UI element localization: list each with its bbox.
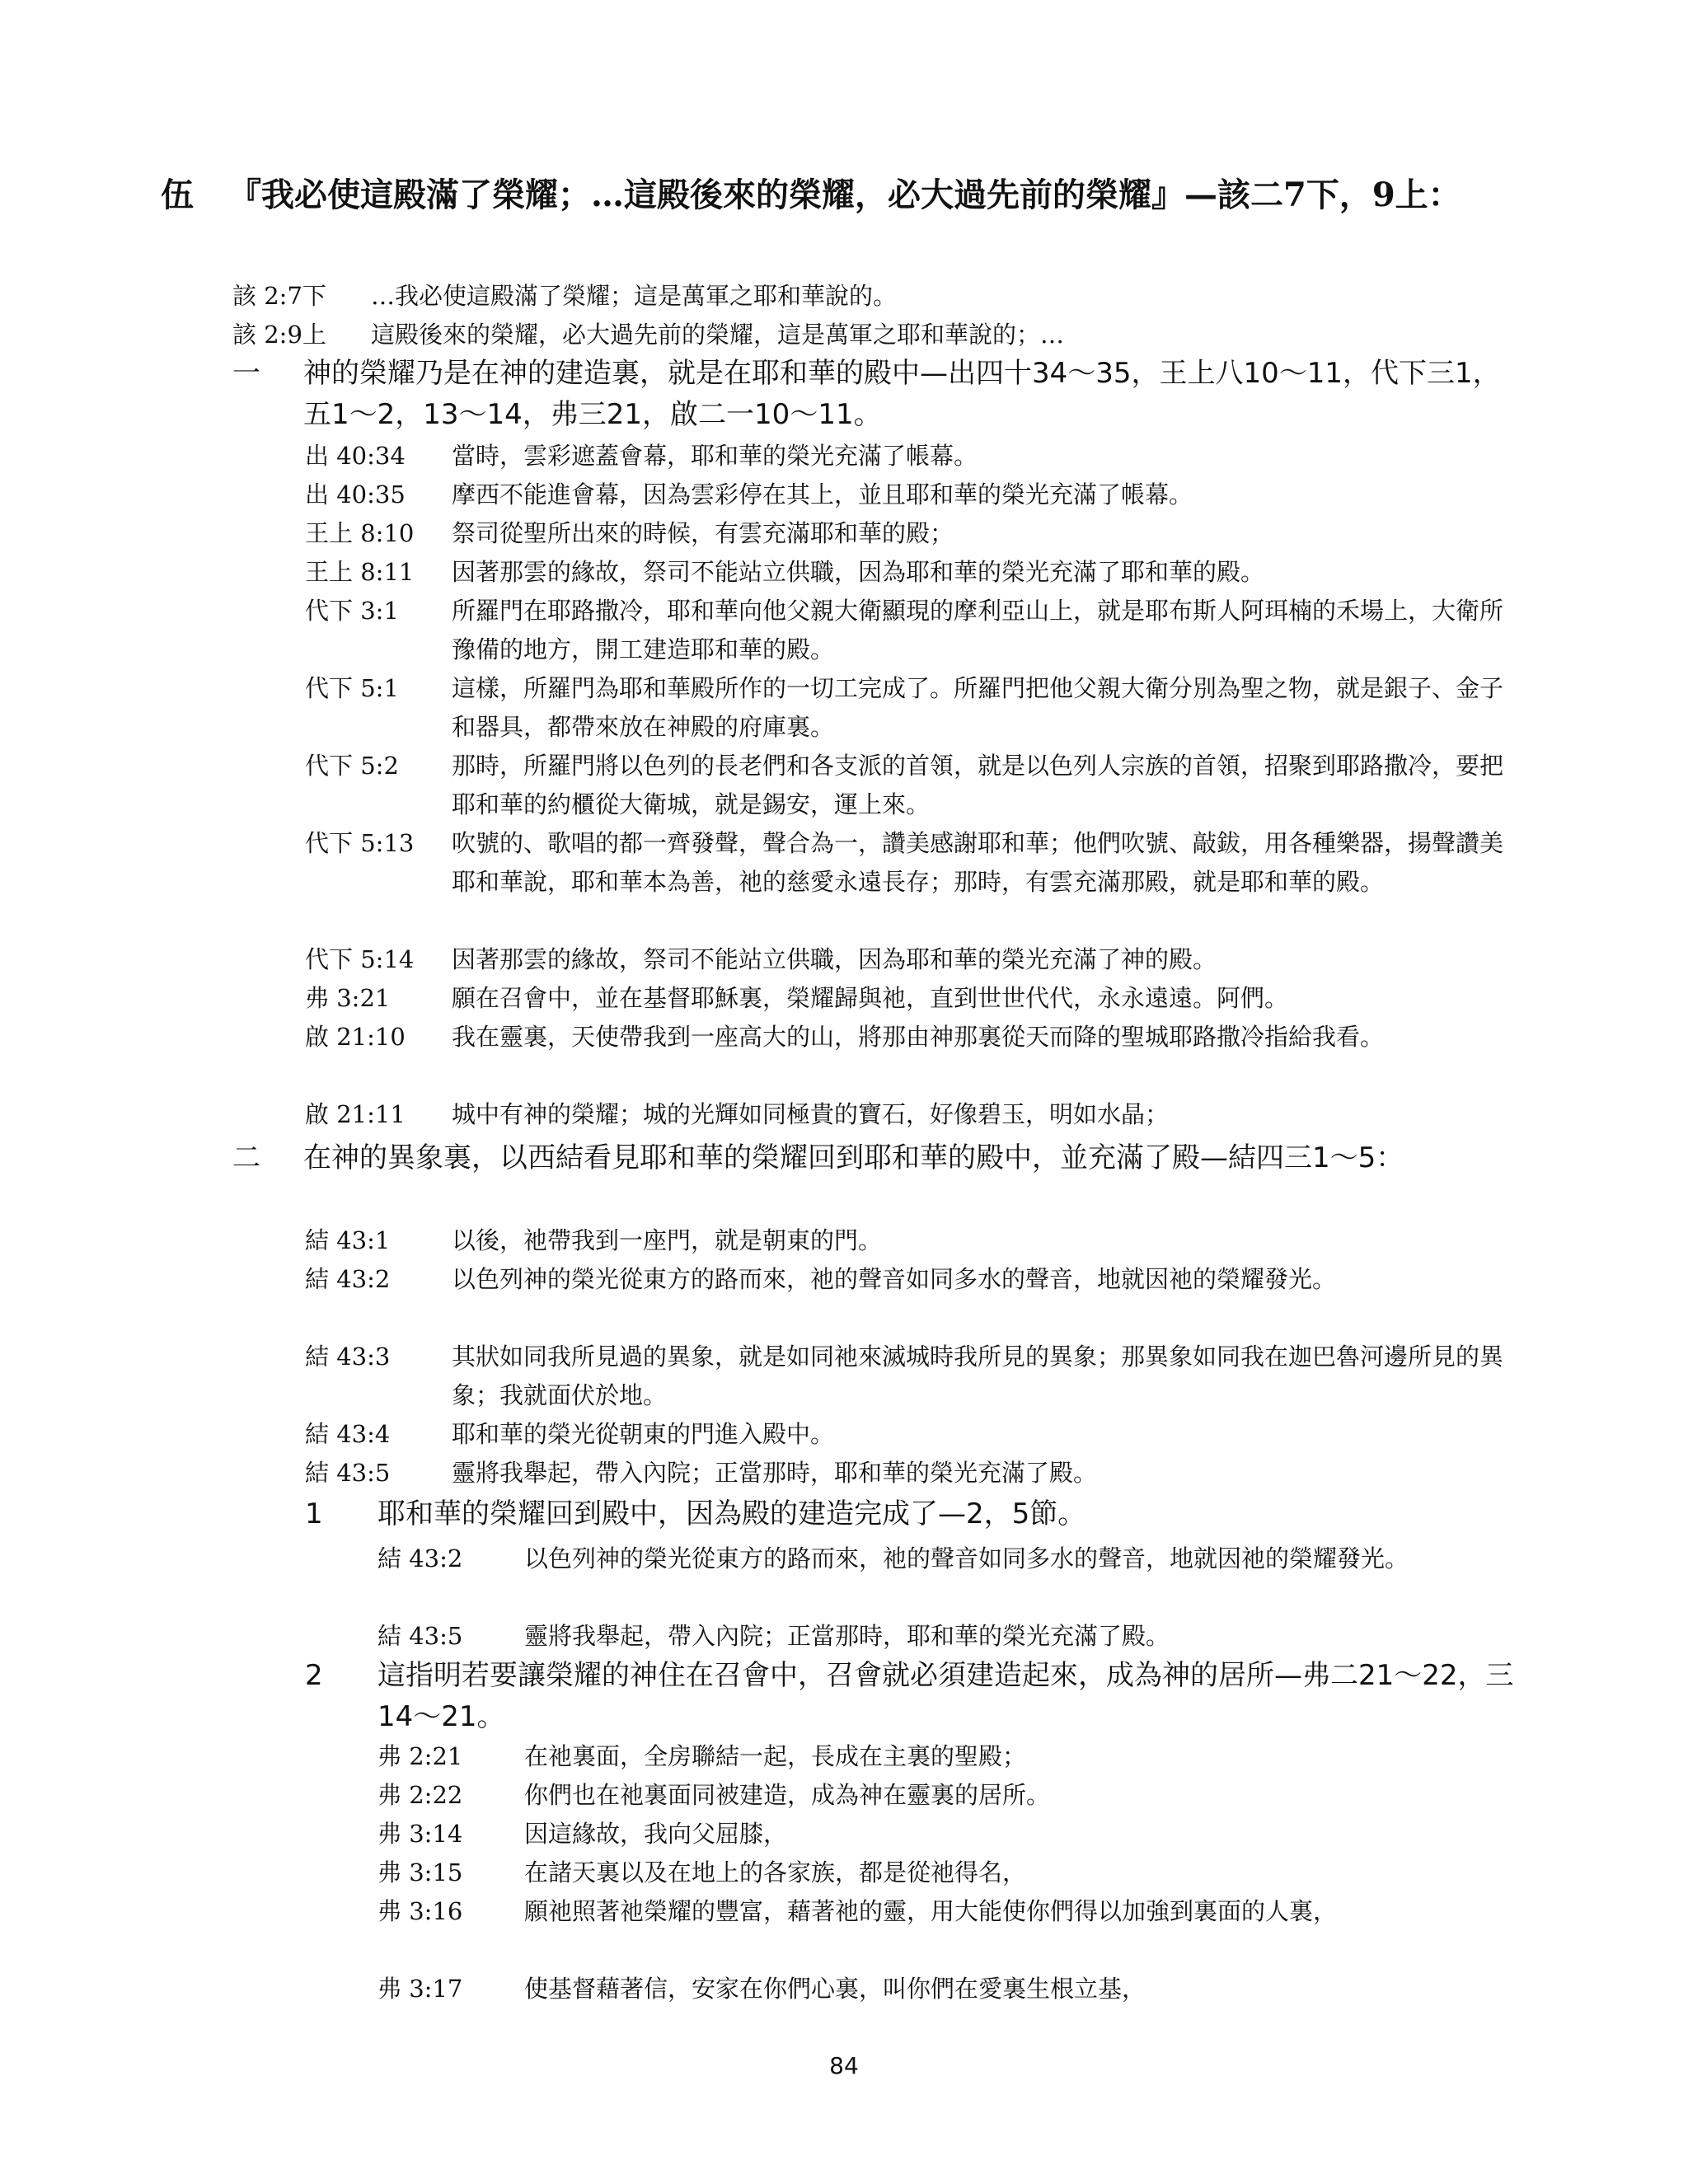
verse-ref: 弗 2:21 — [377, 1742, 463, 1770]
verse-text: 願祂照著祂榮耀的豐富，藉著祂的靈，用大能使你們得以加強到裏面的人裏， — [524, 1897, 1338, 1925]
verse-text: 城中有神的榮耀；城的光輝如同極貴的寶石，好像碧玉，明如水晶； — [452, 1100, 1170, 1128]
verse-ref: 代下 5:2 — [305, 752, 399, 780]
point-marker: 1 — [305, 1497, 323, 1530]
verse-ref: 代下 3:1 — [305, 597, 399, 625]
verse-text: 我在靈裏，天使帶我到一座高大的山，將那由神那裏從天而降的聖城耶路撒冷指給我看。 — [452, 1023, 1385, 1051]
verse-text: 其狀如同我所見過的異象，就是如同祂來滅城時我所見的異象；那異象如同我在迦巴魯河邊所見的異象；我就面伏於地。 — [452, 1343, 1504, 1409]
verse-ref: 結 43:2 — [377, 1544, 463, 1572]
verse-text: 這樣，所羅門為耶和華殿所作的一切工完成了。所羅門把他父親大衛分別為聖之物，就是銀子、金子和器具，都帶來放在神殿的府庫裏。 — [452, 674, 1504, 741]
verse-text: 以色列神的榮光從東方的路而來，祂的聲音如同多水的聲音，地就因祂的榮耀發光。 — [524, 1544, 1409, 1572]
verse-text: 所羅門在耶路撒冷，耶和華向他父親大衛顯現的摩利亞山上，就是耶布斯人阿珥楠的禾場上，大衛所豫備的地方，開工建造耶和華的殿。 — [452, 597, 1504, 663]
verse-ref: 王上 8:11 — [305, 558, 415, 586]
verse-text: 使基督藉著信，安家在你們心裏，叫你們在愛裏生根立基， — [524, 1975, 1146, 2003]
verse-text: 當時，雲彩遮蓋會幕，耶和華的榮光充滿了帳幕。 — [452, 442, 978, 470]
page-number: 84 — [829, 2052, 859, 2079]
verse-ref: 該 2:9上 — [232, 321, 326, 349]
verse-ref: 弗 3:21 — [305, 984, 391, 1012]
verse-ref: 代下 5:13 — [305, 829, 415, 857]
verse-ref: 出 40:35 — [305, 480, 406, 509]
verse-text: 因著那雲的緣故，祭司不能站立供職，因為耶和華的榮光充滿了神的殿。 — [452, 945, 1217, 973]
point-marker: 二 — [232, 1141, 260, 1174]
verse-ref: 弗 3:14 — [377, 1820, 463, 1848]
verse-text: 因這緣故，我向父屈膝， — [524, 1820, 788, 1848]
section-number: 伍 — [161, 176, 194, 214]
verse-ref: 結 43:5 — [305, 1459, 391, 1487]
point-text: 耶和華的榮耀回到殿中，因為殿的建造完成了—2，5節。 — [377, 1497, 1086, 1530]
verse-text: 靈將我舉起，帶入內院；正當那時，耶和華的榮光充滿了殿。 — [452, 1459, 1098, 1487]
section-title: 『我必使這殿滿了榮耀；…這殿後來的榮耀，必大過先前的榮耀』—該二7下，9上： — [228, 176, 1461, 214]
point-text: 在神的異象裏，以西結看見耶和華的榮耀回到耶和華的殿中，並充滿了殿—結四三1～5： — [303, 1141, 1404, 1174]
verse-text: 那時，所羅門將以色列的長老們和各支派的首領，就是以色列人宗族的首領，招聚到耶路撒冷，要把耶和華的約櫃從大衛城，就是錫安，運上來。 — [452, 752, 1504, 818]
verse-ref: 弗 3:16 — [377, 1897, 463, 1925]
verse-ref: 代下 5:14 — [305, 945, 415, 973]
verse-text: 在諸天裏以及在地上的各家族，都是從祂得名， — [524, 1858, 1027, 1886]
verse-text: 以色列神的榮光從東方的路而來，祂的聲音如同多水的聲音，地就因祂的榮耀發光。 — [452, 1265, 1337, 1293]
verse-ref: 該 2:7下 — [232, 282, 326, 310]
point-text: 神的榮耀乃是在神的建造裏，就是在耶和華的殿中—出四十34～35，王上八10～11，代下三1，五1～2，13～14，弗三21，啟二一10～11。 — [303, 357, 1501, 431]
verse-text: 這殿後來的榮耀，必大過先前的榮耀，這是萬軍之耶和華說的；… — [371, 321, 1065, 349]
verse-text: 以後，祂帶我到一座門，就是朝東的門。 — [452, 1226, 883, 1254]
verse-ref: 結 43:4 — [305, 1420, 391, 1448]
verse-ref: 結 43:5 — [377, 1622, 463, 1650]
verse-text: 祭司從聖所出來的時候，有雲充滿耶和華的殿； — [452, 519, 954, 547]
point-marker: 一 — [232, 357, 260, 390]
verse-ref: 弗 3:17 — [377, 1975, 463, 2003]
verse-text: 在祂裏面，全房聯結一起，長成在主裏的聖殿； — [524, 1742, 1027, 1770]
verse-ref: 結 43:2 — [305, 1265, 391, 1293]
verse-text: 因著那雲的緣故，祭司不能站立供職，因為耶和華的榮光充滿了耶和華的殿。 — [452, 558, 1265, 586]
verse-text: 摩西不能進會幕，因為雲彩停在其上，並且耶和華的榮光充滿了帳幕。 — [452, 480, 1193, 509]
verse-ref: 代下 5:1 — [305, 674, 399, 702]
verse-text: 願在召會中，並在基督耶穌裏，榮耀歸與祂，直到世世代代，永永遠遠。阿們。 — [452, 984, 1289, 1012]
verse-ref: 啟 21:10 — [305, 1023, 406, 1051]
verse-ref: 出 40:34 — [305, 442, 406, 470]
verse-text: 你們也在祂裏面同被建造，成為神在靈裏的居所。 — [524, 1781, 1051, 1809]
verse-text: 靈將我舉起，帶入內院；正當那時，耶和華的榮光充滿了殿。 — [524, 1622, 1170, 1650]
point-marker: 2 — [305, 1659, 323, 1692]
verse-ref: 結 43:3 — [305, 1343, 391, 1371]
verse-ref: 啟 21:11 — [305, 1100, 406, 1128]
verse-ref: 弗 2:22 — [377, 1781, 463, 1809]
verse-text: 吹號的、歌唱的都一齊發聲，聲合為一，讚美感謝耶和華；他們吹號、敲鈸，用各種樂器，揚聲讚美耶和華說，耶和華本為善，祂的慈愛永遠長存；那時，有雲充滿那殿，就是耶和華的殿。 — [452, 829, 1504, 896]
verse-text: …我必使這殿滿了榮耀；這是萬軍之耶和華說的。 — [371, 282, 898, 310]
verse-ref: 結 43:1 — [305, 1226, 391, 1254]
verse-ref: 王上 8:10 — [305, 519, 415, 547]
verse-text: 耶和華的榮光從朝東的門進入殿中。 — [452, 1420, 835, 1448]
point-text: 這指明若要讓榮耀的神住在召會中，召會就必須建造起來，成為神的居所—弗二21～22，三14～21。 — [377, 1659, 1514, 1733]
verse-ref: 弗 3:15 — [377, 1858, 463, 1886]
